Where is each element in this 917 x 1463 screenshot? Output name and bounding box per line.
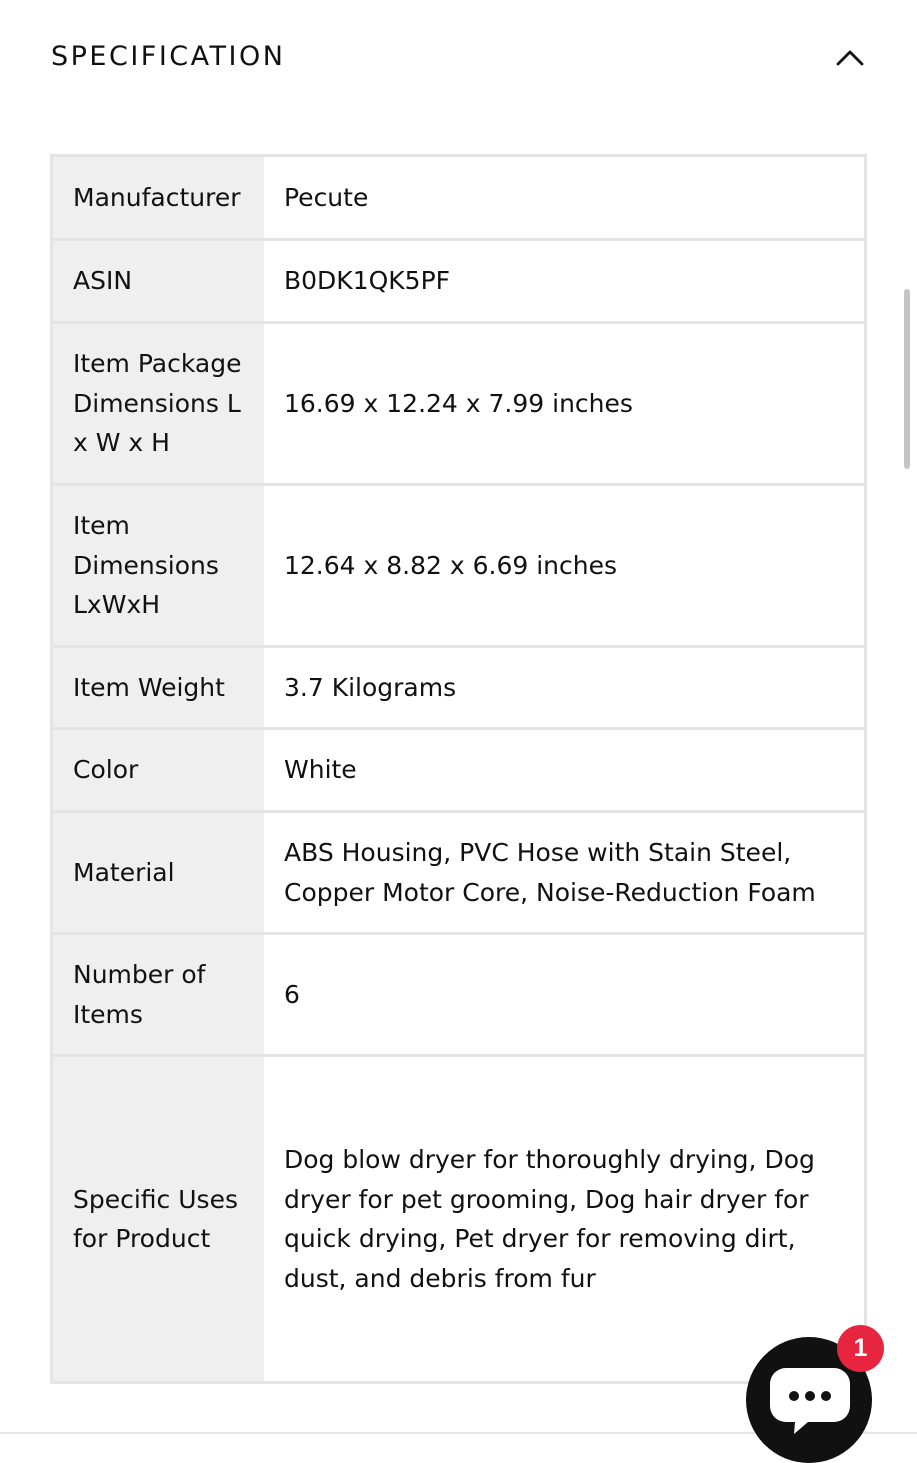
scrollbar[interactable] [904,289,910,469]
spec-row-asin [52,240,866,323]
spec-row-package-dimensions [52,323,866,485]
spec-value-text: Pecute [284,182,369,212]
chat-bubble-icon [768,1362,852,1434]
spec-row-color [52,729,866,812]
spec-value [264,485,866,647]
spec-value-text: Dog blow dryer for thoroughly drying, Dog dryer for pet grooming, Dog hair dryer for quick drying, Pet dryer for removing dirt, dust, and debris from fur [284,1145,815,1293]
spec-row-item-dimensions [52,485,866,647]
section-title: SPECIFICATION [51,41,286,72]
spec-key: ASIN [52,240,265,323]
spec-value-text: 6 [284,979,300,1009]
spec-key: Material [52,812,265,934]
spec-row-specific-uses [52,1056,866,1383]
spec-key: Color [52,729,265,812]
spec-key: Number of Items [52,934,265,1056]
spec-value [264,1056,866,1383]
spec-row-item-weight [52,647,866,729]
spec-value [264,156,866,240]
chevron-up-icon [836,48,864,66]
spec-row-material [52,812,866,934]
spec-value [264,323,866,485]
spec-value-text: 3.7 Kilograms [284,672,457,702]
collapse-toggle[interactable] [832,40,868,74]
spec-row-number-of-items [52,934,866,1056]
spec-row-manufacturer [52,156,866,240]
notification-badge: 1 [837,1325,884,1372]
specification-table [50,154,867,1384]
spec-key: Item Weight [52,647,265,729]
spec-value-text: ABS Housing, PVC Hose with Stain Steel, Copper Motor Core, Noise-Reduction Foam [284,838,816,907]
spec-value [264,729,866,812]
spec-value [264,812,866,934]
spec-value-text: B0DK1QK5PF [284,266,451,296]
spec-value-text: White [284,755,357,785]
spec-value [264,934,866,1056]
spec-value [264,240,866,323]
spec-value [264,647,866,729]
spec-value-text: 12.64 x 8.82 x 6.69 inches [284,550,618,580]
specification-header[interactable] [0,0,917,115]
spec-key: Manufacturer [52,156,265,240]
spec-key: Item Dimensions LxWxH [52,485,265,647]
spec-value-text: 16.69 x 12.24 x 7.99 inches [284,388,633,418]
spec-key: Item Package Dimensions L x W x H [52,323,265,485]
spec-key: Specific Uses for Product [52,1056,265,1383]
